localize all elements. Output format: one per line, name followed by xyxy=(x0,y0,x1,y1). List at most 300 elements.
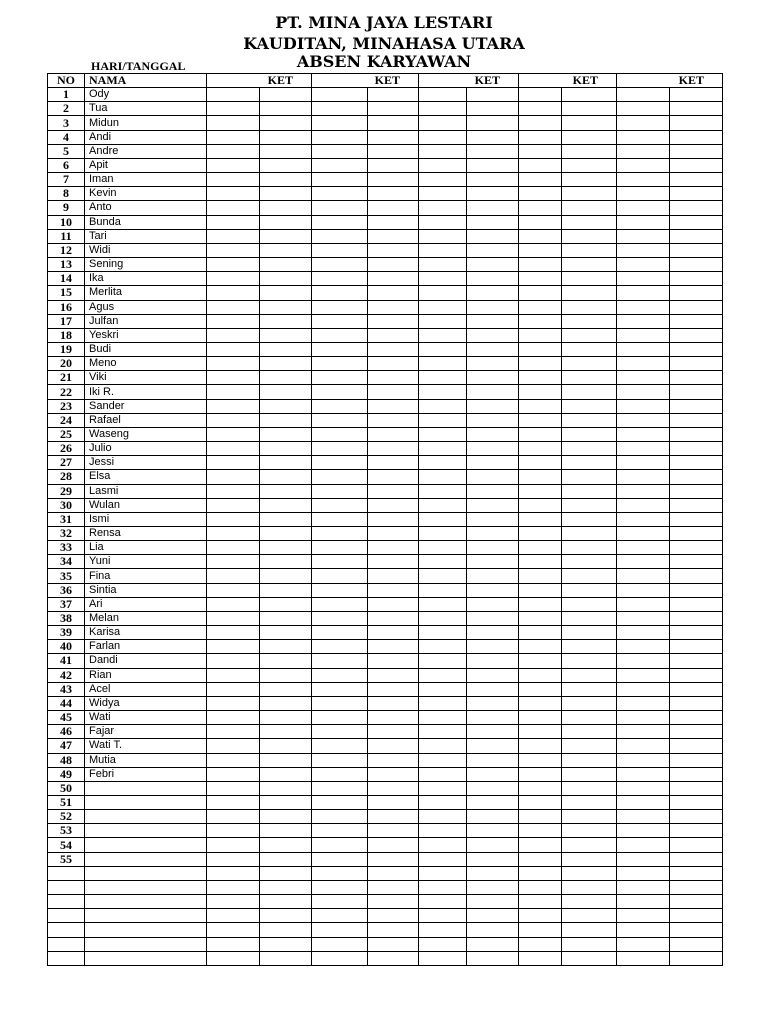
attendance-cell[interactable] xyxy=(207,569,260,583)
attendance-cell[interactable] xyxy=(670,640,723,654)
attendance-cell[interactable] xyxy=(670,555,723,569)
attendance-cell[interactable] xyxy=(670,909,723,923)
attendance-cell[interactable] xyxy=(467,173,519,187)
attendance-cell[interactable] xyxy=(312,696,368,710)
attendance-cell[interactable] xyxy=(312,314,368,328)
attendance-cell[interactable] xyxy=(207,654,260,668)
attendance-cell[interactable] xyxy=(368,484,419,498)
attendance-cell[interactable] xyxy=(207,470,260,484)
attendance-cell[interactable] xyxy=(562,158,617,172)
attendance-cell[interactable] xyxy=(368,243,419,257)
attendance-cell[interactable] xyxy=(419,130,467,144)
attendance-cell[interactable] xyxy=(467,314,519,328)
attendance-cell[interactable] xyxy=(419,328,467,342)
attendance-cell[interactable] xyxy=(207,187,260,201)
attendance-cell[interactable] xyxy=(260,173,312,187)
attendance-cell[interactable] xyxy=(467,626,519,640)
attendance-cell[interactable] xyxy=(670,810,723,824)
attendance-cell[interactable] xyxy=(617,385,670,399)
attendance-cell[interactable] xyxy=(419,541,467,555)
attendance-cell[interactable] xyxy=(260,342,312,356)
attendance-cell[interactable] xyxy=(419,102,467,116)
attendance-cell[interactable] xyxy=(467,286,519,300)
attendance-cell[interactable] xyxy=(467,144,519,158)
attendance-cell[interactable] xyxy=(260,923,312,937)
attendance-cell[interactable] xyxy=(670,187,723,201)
attendance-cell[interactable] xyxy=(419,229,467,243)
attendance-cell[interactable] xyxy=(670,711,723,725)
attendance-cell[interactable] xyxy=(312,371,368,385)
attendance-cell[interactable] xyxy=(562,328,617,342)
attendance-cell[interactable] xyxy=(368,767,419,781)
attendance-cell[interactable] xyxy=(312,767,368,781)
attendance-cell[interactable] xyxy=(467,399,519,413)
attendance-cell[interactable] xyxy=(260,597,312,611)
attendance-cell[interactable] xyxy=(670,781,723,795)
attendance-cell[interactable] xyxy=(670,725,723,739)
attendance-cell[interactable] xyxy=(260,272,312,286)
attendance-cell[interactable] xyxy=(519,229,562,243)
attendance-cell[interactable] xyxy=(519,555,562,569)
attendance-cell[interactable] xyxy=(207,555,260,569)
attendance-cell[interactable] xyxy=(562,229,617,243)
attendance-cell[interactable] xyxy=(312,640,368,654)
attendance-cell[interactable] xyxy=(617,215,670,229)
attendance-cell[interactable] xyxy=(467,895,519,909)
attendance-cell[interactable] xyxy=(670,300,723,314)
attendance-cell[interactable] xyxy=(312,484,368,498)
attendance-cell[interactable] xyxy=(419,739,467,753)
attendance-cell[interactable] xyxy=(419,824,467,838)
attendance-cell[interactable] xyxy=(260,102,312,116)
attendance-cell[interactable] xyxy=(312,654,368,668)
attendance-cell[interactable] xyxy=(419,144,467,158)
attendance-cell[interactable] xyxy=(368,739,419,753)
attendance-cell[interactable] xyxy=(312,470,368,484)
attendance-cell[interactable] xyxy=(562,611,617,625)
attendance-cell[interactable] xyxy=(207,258,260,272)
attendance-cell[interactable] xyxy=(312,243,368,257)
attendance-cell[interactable] xyxy=(419,810,467,824)
attendance-cell[interactable] xyxy=(419,640,467,654)
attendance-cell[interactable] xyxy=(519,116,562,130)
attendance-cell[interactable] xyxy=(312,781,368,795)
attendance-cell[interactable] xyxy=(519,484,562,498)
attendance-cell[interactable] xyxy=(467,470,519,484)
attendance-cell[interactable] xyxy=(617,923,670,937)
attendance-cell[interactable] xyxy=(617,696,670,710)
attendance-cell[interactable] xyxy=(617,866,670,880)
attendance-cell[interactable] xyxy=(368,328,419,342)
attendance-cell[interactable] xyxy=(519,102,562,116)
attendance-cell[interactable] xyxy=(368,173,419,187)
attendance-cell[interactable] xyxy=(467,229,519,243)
attendance-cell[interactable] xyxy=(260,512,312,526)
attendance-cell[interactable] xyxy=(260,484,312,498)
attendance-cell[interactable] xyxy=(519,909,562,923)
attendance-cell[interactable] xyxy=(207,512,260,526)
attendance-cell[interactable] xyxy=(368,866,419,880)
attendance-cell[interactable] xyxy=(670,243,723,257)
attendance-cell[interactable] xyxy=(670,541,723,555)
attendance-cell[interactable] xyxy=(467,611,519,625)
attendance-cell[interactable] xyxy=(207,484,260,498)
attendance-cell[interactable] xyxy=(617,937,670,951)
attendance-cell[interactable] xyxy=(312,102,368,116)
attendance-cell[interactable] xyxy=(368,937,419,951)
attendance-cell[interactable] xyxy=(467,342,519,356)
attendance-cell[interactable] xyxy=(368,470,419,484)
attendance-cell[interactable] xyxy=(312,923,368,937)
attendance-cell[interactable] xyxy=(467,272,519,286)
attendance-cell[interactable] xyxy=(670,357,723,371)
attendance-cell[interactable] xyxy=(617,158,670,172)
attendance-cell[interactable] xyxy=(562,371,617,385)
attendance-cell[interactable] xyxy=(670,413,723,427)
attendance-cell[interactable] xyxy=(467,937,519,951)
attendance-cell[interactable] xyxy=(670,569,723,583)
attendance-cell[interactable] xyxy=(419,215,467,229)
attendance-cell[interactable] xyxy=(519,88,562,102)
attendance-cell[interactable] xyxy=(312,895,368,909)
attendance-cell[interactable] xyxy=(670,611,723,625)
attendance-cell[interactable] xyxy=(312,357,368,371)
attendance-cell[interactable] xyxy=(207,399,260,413)
attendance-cell[interactable] xyxy=(670,427,723,441)
attendance-cell[interactable] xyxy=(519,824,562,838)
attendance-cell[interactable] xyxy=(617,739,670,753)
attendance-cell[interactable] xyxy=(368,909,419,923)
attendance-cell[interactable] xyxy=(260,668,312,682)
attendance-cell[interactable] xyxy=(312,682,368,696)
attendance-cell[interactable] xyxy=(519,470,562,484)
attendance-cell[interactable] xyxy=(519,711,562,725)
attendance-cell[interactable] xyxy=(562,767,617,781)
attendance-cell[interactable] xyxy=(207,626,260,640)
attendance-cell[interactable] xyxy=(419,187,467,201)
attendance-cell[interactable] xyxy=(670,385,723,399)
attendance-cell[interactable] xyxy=(368,215,419,229)
attendance-cell[interactable] xyxy=(519,498,562,512)
attendance-cell[interactable] xyxy=(617,626,670,640)
attendance-cell[interactable] xyxy=(562,824,617,838)
attendance-cell[interactable] xyxy=(207,880,260,894)
attendance-cell[interactable] xyxy=(519,767,562,781)
attendance-cell[interactable] xyxy=(312,272,368,286)
attendance-cell[interactable] xyxy=(467,866,519,880)
attendance-cell[interactable] xyxy=(670,442,723,456)
attendance-cell[interactable] xyxy=(312,427,368,441)
attendance-cell[interactable] xyxy=(562,357,617,371)
attendance-cell[interactable] xyxy=(519,413,562,427)
attendance-cell[interactable] xyxy=(562,413,617,427)
attendance-cell[interactable] xyxy=(419,116,467,130)
attendance-cell[interactable] xyxy=(562,116,617,130)
attendance-cell[interactable] xyxy=(562,682,617,696)
attendance-cell[interactable] xyxy=(419,512,467,526)
attendance-cell[interactable] xyxy=(419,626,467,640)
attendance-cell[interactable] xyxy=(260,158,312,172)
attendance-cell[interactable] xyxy=(368,781,419,795)
attendance-cell[interactable] xyxy=(617,909,670,923)
attendance-cell[interactable] xyxy=(562,314,617,328)
attendance-cell[interactable] xyxy=(260,456,312,470)
attendance-cell[interactable] xyxy=(562,470,617,484)
attendance-cell[interactable] xyxy=(419,895,467,909)
attendance-cell[interactable] xyxy=(670,456,723,470)
attendance-cell[interactable] xyxy=(670,824,723,838)
attendance-cell[interactable] xyxy=(368,569,419,583)
attendance-cell[interactable] xyxy=(207,498,260,512)
attendance-cell[interactable] xyxy=(562,88,617,102)
attendance-cell[interactable] xyxy=(207,201,260,215)
attendance-cell[interactable] xyxy=(312,866,368,880)
attendance-cell[interactable] xyxy=(207,583,260,597)
attendance-cell[interactable] xyxy=(419,484,467,498)
attendance-cell[interactable] xyxy=(312,626,368,640)
attendance-cell[interactable] xyxy=(312,583,368,597)
attendance-cell[interactable] xyxy=(312,413,368,427)
attendance-cell[interactable] xyxy=(312,187,368,201)
attendance-cell[interactable] xyxy=(562,173,617,187)
attendance-cell[interactable] xyxy=(368,258,419,272)
attendance-cell[interactable] xyxy=(368,852,419,866)
attendance-cell[interactable] xyxy=(419,767,467,781)
attendance-cell[interactable] xyxy=(260,399,312,413)
attendance-cell[interactable] xyxy=(312,555,368,569)
attendance-cell[interactable] xyxy=(670,229,723,243)
attendance-cell[interactable] xyxy=(617,116,670,130)
attendance-cell[interactable] xyxy=(467,739,519,753)
attendance-cell[interactable] xyxy=(670,342,723,356)
attendance-cell[interactable] xyxy=(562,795,617,809)
attendance-cell[interactable] xyxy=(467,385,519,399)
attendance-cell[interactable] xyxy=(207,781,260,795)
attendance-cell[interactable] xyxy=(670,654,723,668)
attendance-cell[interactable] xyxy=(562,668,617,682)
attendance-cell[interactable] xyxy=(519,753,562,767)
attendance-cell[interactable] xyxy=(312,442,368,456)
attendance-cell[interactable] xyxy=(368,371,419,385)
attendance-cell[interactable] xyxy=(562,937,617,951)
attendance-cell[interactable] xyxy=(670,328,723,342)
attendance-cell[interactable] xyxy=(670,512,723,526)
attendance-cell[interactable] xyxy=(519,427,562,441)
attendance-cell[interactable] xyxy=(419,555,467,569)
attendance-cell[interactable] xyxy=(519,173,562,187)
attendance-cell[interactable] xyxy=(312,569,368,583)
attendance-cell[interactable] xyxy=(617,130,670,144)
attendance-cell[interactable] xyxy=(260,951,312,965)
attendance-cell[interactable] xyxy=(670,795,723,809)
attendance-cell[interactable] xyxy=(467,187,519,201)
attendance-cell[interactable] xyxy=(670,682,723,696)
attendance-cell[interactable] xyxy=(617,527,670,541)
attendance-cell[interactable] xyxy=(260,201,312,215)
attendance-cell[interactable] xyxy=(312,810,368,824)
attendance-cell[interactable] xyxy=(368,795,419,809)
attendance-cell[interactable] xyxy=(467,413,519,427)
attendance-cell[interactable] xyxy=(670,696,723,710)
attendance-cell[interactable] xyxy=(419,696,467,710)
attendance-cell[interactable] xyxy=(467,880,519,894)
attendance-cell[interactable] xyxy=(419,442,467,456)
attendance-cell[interactable] xyxy=(419,781,467,795)
attendance-cell[interactable] xyxy=(562,852,617,866)
attendance-cell[interactable] xyxy=(312,116,368,130)
attendance-cell[interactable] xyxy=(207,300,260,314)
attendance-cell[interactable] xyxy=(207,923,260,937)
attendance-cell[interactable] xyxy=(519,597,562,611)
attendance-cell[interactable] xyxy=(419,795,467,809)
attendance-cell[interactable] xyxy=(207,739,260,753)
attendance-cell[interactable] xyxy=(207,116,260,130)
attendance-cell[interactable] xyxy=(207,88,260,102)
attendance-cell[interactable] xyxy=(519,272,562,286)
attendance-cell[interactable] xyxy=(419,527,467,541)
attendance-cell[interactable] xyxy=(260,611,312,625)
attendance-cell[interactable] xyxy=(312,342,368,356)
attendance-cell[interactable] xyxy=(312,498,368,512)
attendance-cell[interactable] xyxy=(419,300,467,314)
attendance-cell[interactable] xyxy=(312,852,368,866)
attendance-cell[interactable] xyxy=(368,144,419,158)
attendance-cell[interactable] xyxy=(419,413,467,427)
attendance-cell[interactable] xyxy=(670,173,723,187)
attendance-cell[interactable] xyxy=(419,272,467,286)
attendance-cell[interactable] xyxy=(617,258,670,272)
attendance-cell[interactable] xyxy=(419,314,467,328)
attendance-cell[interactable] xyxy=(419,470,467,484)
attendance-cell[interactable] xyxy=(670,923,723,937)
attendance-cell[interactable] xyxy=(419,258,467,272)
attendance-cell[interactable] xyxy=(519,144,562,158)
attendance-cell[interactable] xyxy=(617,767,670,781)
attendance-cell[interactable] xyxy=(562,427,617,441)
attendance-cell[interactable] xyxy=(368,314,419,328)
attendance-cell[interactable] xyxy=(670,130,723,144)
attendance-cell[interactable] xyxy=(467,824,519,838)
attendance-cell[interactable] xyxy=(670,866,723,880)
attendance-cell[interactable] xyxy=(312,880,368,894)
attendance-cell[interactable] xyxy=(312,300,368,314)
attendance-cell[interactable] xyxy=(519,682,562,696)
attendance-cell[interactable] xyxy=(419,909,467,923)
attendance-cell[interactable] xyxy=(562,654,617,668)
attendance-cell[interactable] xyxy=(519,880,562,894)
attendance-cell[interactable] xyxy=(368,583,419,597)
attendance-cell[interactable] xyxy=(312,951,368,965)
attendance-cell[interactable] xyxy=(562,258,617,272)
attendance-cell[interactable] xyxy=(617,555,670,569)
attendance-cell[interactable] xyxy=(467,725,519,739)
attendance-cell[interactable] xyxy=(368,541,419,555)
attendance-cell[interactable] xyxy=(467,569,519,583)
attendance-cell[interactable] xyxy=(562,555,617,569)
attendance-cell[interactable] xyxy=(207,286,260,300)
attendance-cell[interactable] xyxy=(312,258,368,272)
attendance-cell[interactable] xyxy=(207,668,260,682)
attendance-cell[interactable] xyxy=(519,569,562,583)
attendance-cell[interactable] xyxy=(368,527,419,541)
attendance-cell[interactable] xyxy=(368,399,419,413)
attendance-cell[interactable] xyxy=(562,569,617,583)
attendance-cell[interactable] xyxy=(617,810,670,824)
attendance-cell[interactable] xyxy=(519,611,562,625)
attendance-cell[interactable] xyxy=(467,427,519,441)
attendance-cell[interactable] xyxy=(312,328,368,342)
attendance-cell[interactable] xyxy=(260,371,312,385)
attendance-cell[interactable] xyxy=(617,272,670,286)
attendance-cell[interactable] xyxy=(368,272,419,286)
attendance-cell[interactable] xyxy=(260,838,312,852)
attendance-cell[interactable] xyxy=(562,753,617,767)
attendance-cell[interactable] xyxy=(207,243,260,257)
attendance-cell[interactable] xyxy=(670,286,723,300)
attendance-cell[interactable] xyxy=(368,711,419,725)
attendance-cell[interactable] xyxy=(312,158,368,172)
attendance-cell[interactable] xyxy=(207,640,260,654)
attendance-cell[interactable] xyxy=(519,654,562,668)
attendance-cell[interactable] xyxy=(467,371,519,385)
attendance-cell[interactable] xyxy=(562,711,617,725)
attendance-cell[interactable] xyxy=(260,470,312,484)
attendance-cell[interactable] xyxy=(467,527,519,541)
attendance-cell[interactable] xyxy=(670,258,723,272)
attendance-cell[interactable] xyxy=(368,116,419,130)
attendance-cell[interactable] xyxy=(207,158,260,172)
attendance-cell[interactable] xyxy=(617,654,670,668)
attendance-cell[interactable] xyxy=(312,739,368,753)
attendance-cell[interactable] xyxy=(617,187,670,201)
attendance-cell[interactable] xyxy=(519,399,562,413)
attendance-cell[interactable] xyxy=(467,838,519,852)
attendance-cell[interactable] xyxy=(670,753,723,767)
attendance-cell[interactable] xyxy=(368,413,419,427)
attendance-cell[interactable] xyxy=(670,116,723,130)
attendance-cell[interactable] xyxy=(260,795,312,809)
attendance-cell[interactable] xyxy=(562,541,617,555)
attendance-cell[interactable] xyxy=(312,385,368,399)
attendance-cell[interactable] xyxy=(519,215,562,229)
attendance-cell[interactable] xyxy=(312,201,368,215)
attendance-cell[interactable] xyxy=(260,569,312,583)
attendance-cell[interactable] xyxy=(368,286,419,300)
attendance-cell[interactable] xyxy=(312,144,368,158)
attendance-cell[interactable] xyxy=(419,654,467,668)
attendance-cell[interactable] xyxy=(617,711,670,725)
attendance-cell[interactable] xyxy=(617,173,670,187)
attendance-cell[interactable] xyxy=(207,527,260,541)
attendance-cell[interactable] xyxy=(617,753,670,767)
attendance-cell[interactable] xyxy=(562,838,617,852)
attendance-cell[interactable] xyxy=(260,527,312,541)
attendance-cell[interactable] xyxy=(467,484,519,498)
attendance-cell[interactable] xyxy=(312,711,368,725)
attendance-cell[interactable] xyxy=(519,314,562,328)
attendance-cell[interactable] xyxy=(617,413,670,427)
attendance-cell[interactable] xyxy=(467,328,519,342)
attendance-cell[interactable] xyxy=(260,880,312,894)
attendance-cell[interactable] xyxy=(670,937,723,951)
attendance-cell[interactable] xyxy=(617,541,670,555)
attendance-cell[interactable] xyxy=(419,357,467,371)
attendance-cell[interactable] xyxy=(312,909,368,923)
attendance-cell[interactable] xyxy=(260,187,312,201)
attendance-cell[interactable] xyxy=(467,201,519,215)
attendance-cell[interactable] xyxy=(467,682,519,696)
attendance-cell[interactable] xyxy=(617,102,670,116)
